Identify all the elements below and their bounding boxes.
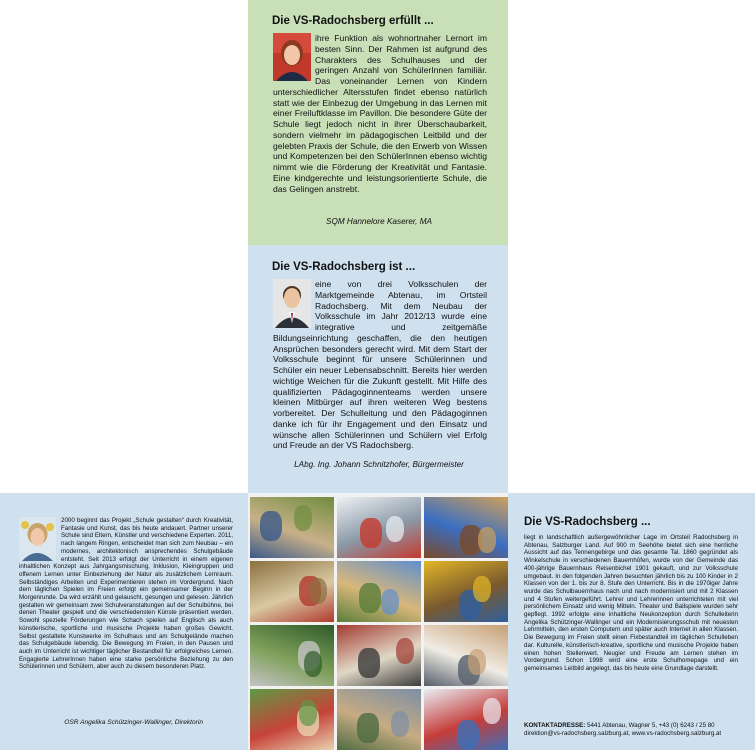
location-body bbox=[524, 534, 738, 673]
photo-kids-in-forest bbox=[250, 625, 334, 686]
blue-signature: LAbg. Ing. Johann Schnitzhofer, Bürgermeister bbox=[294, 460, 464, 469]
photo-school-building bbox=[337, 561, 421, 622]
photo-collage bbox=[248, 493, 508, 750]
photo-stage-performance bbox=[337, 625, 421, 686]
contact-address: 5441 Abtenau, Wagner 5, +43 (0) 6243 / 25 80 bbox=[587, 722, 715, 729]
photo-children-on-grass bbox=[250, 689, 334, 750]
photo-sunflowers-globe bbox=[424, 561, 508, 622]
contact-block bbox=[524, 722, 744, 737]
portrait-director-photo bbox=[19, 517, 56, 561]
photo-class-group bbox=[424, 625, 508, 686]
blue-text: eine von drei Volksschulen der Marktgemeinde Abtenau, im Ortsteil Radochsberg. Mit dem Neubau der Volksschule im Jahr 2012/13 wurde eine integrative und zeitgemäße Bildungseinrichtung geschaffen, die den heutigen Ansprüchen besonders gerecht wird. Mit dem Start der Volksschule beginnt für unsere Schülerinnen und Schüler ein neuer Lebensabschnitt. Bereits hier werden wichtige Weichen für die Zukunft gestellt. Mit Hilfe des qualifizierten Pädagoginnenteams werden unsere kleinen Mitbürger auf ihren weiteren Weg bestens vorbereitet. Der Schulleitung und den Pädagoginnen danke ich für ihr Engagement und den Einsatz und wünsche allen Schülerinnen und Schülern viel Erfolg und Freude an der VS Radochsberg. bbox=[273, 279, 487, 451]
blue-heading: Die VS-Radochsberg ist ... bbox=[272, 261, 416, 273]
history-signature: OSR Angelika Schützinger-Wallinger, Direktorin bbox=[64, 719, 203, 726]
contact-label: KONTAKTADRESSE: bbox=[524, 722, 586, 729]
blue-body bbox=[273, 279, 487, 451]
contact-email-web: direktion@vs-radochsberg.salzburg.at, www.vs-radochsberg.salzburg.at bbox=[524, 729, 722, 737]
history-panel bbox=[0, 493, 248, 750]
green-signature: SQM Hannelore Kaserer, MA bbox=[325, 217, 433, 226]
portrait-woman-photo bbox=[273, 33, 311, 81]
history-body bbox=[19, 517, 233, 671]
photo-board-game bbox=[250, 561, 334, 622]
location-heading: Die VS-Radochsberg ... bbox=[524, 516, 651, 528]
photo-kids-indoor-mat bbox=[424, 497, 508, 558]
history-text: 2000 beginnt das Projekt „Schule gestalten“ durch Kreativität, Fantasie und Kunst, das bis heute andauert. Partner unserer Schule sind Eltern, Künstler und verschiedene Experten. 2011, nach langem Ringen, entscheidet man sich zum Neubau – ein modernes, architektonisch ansprechendes Schulgebäude entsteht. Seit 2013 erfolgt der Unterricht in einem eigenen inhaltlichen Konzept aus Jahrgangsmischung, Inklusion, Kleingruppen und offenem Lernen unter Einbeziehung der Natur als zusätzlichem Lernraum. Selbständiges Arbeiten und Experimentieren stehen im Vordergrund. Nach dem täglichen Spielen im Freien erfolgt ein gemeinsamer Beginn in der Morgenrunde. Da wird erzählt und gelauscht, gesungen und gelesen. Jährlich gestalten wir gemeinsam zwei Schulveranstaltungen auf der Schulbühne, bei denen Theater gespielt und die verschiedensten Künste präsentiert werden. Sowohl spezielle Förderungen wie Schach spielen auf Englisch als auch künstlerische, sportliche und musische Projekte haben großes Gewicht. Selbst gestaltete Kunstwerke im Schulhaus und am Schulgelände machen das Schulgebäude lebendig. Die Bewegung im Freien, in den Pausen und auch im Unterricht ist wichtiger täglicher Bestandteil für erfolgreiches Lernen. Engagierte LehrerInnen haben eine starke persönliche Beziehung zu den Schülerinnen und Schülern, aber auch zu diesem besonderen Platz. bbox=[19, 517, 233, 671]
portrait-mayor-photo bbox=[273, 279, 311, 328]
green-heading: Die VS-Radochsberg erfüllt ... bbox=[272, 15, 434, 27]
photo-boys-soccer bbox=[250, 497, 334, 558]
intro-blue-panel bbox=[248, 245, 508, 493]
green-body bbox=[273, 33, 487, 194]
photo-painted-stones bbox=[337, 689, 421, 750]
green-text: ihre Funktion als wohnortnaher Lernort im besten Sinn. Der Rahmen ist aufgrund des Charakters des Schulhauses und der geringen Anzahl von SchülerInnen familiär. Das voneinander Lernen von Kindern unterschiedlicher Altersstufen findet ebenso natürlich statt wie der Einbezug der Umgebung in das Lernen mit einer Freiluftklasse im Pavillon. Die besondere Güte der Schule liegt jedoch nicht in ihrer Überschaubarkeit, sondern vielmehr im pädagogischen Leitbild und der gelebten Praxis der Schule, die den Erwerb von Wissen und Kompetenzen bei den SchülerInnen ebenso wichtig nimmt wie die Förderung der Kreativität und Fantasie. Eine kindgerechte und leistungsorientierte Schule, die das Gelingen anstrebt. bbox=[273, 33, 487, 194]
location-text: liegt in landschaftlich außergewöhnlicher Lage im Ortsteil Radochsberg in Abtenau, Salzburger Land. Auf 900 m Seehöhe bietet sich eine herrliche Aussicht auf das Tennengebirge und das gesamte Tal. 1860 gegründet als Winkelschule in verschiedenen Bauernhöfen, wurde von der Gemeinde das 400-jährige Bauernhaus Reisenbichel 1901 gekauft, und zur Volksschule umgebaut. In den folgenden Jahren besuchten jährlich bis zu 100 Kinder in 2 Klassen von der 1. bis zur 8. Stufe den Unterricht. Bis in die 1970iger Jahre wurde das Schulbauernhaus nach und nach modernisiert und mit 2 Klassen und 4 Stufen weitergeführt. Lehrer und Lehrerinnen unterrichteten mit viel persönlichem Einsatz und wenig Mitteln. Theater und Ballspiele wurden sehr gepflegt. 1992 erfolgte eine inhaltliche Neukonzeption durch Schulleiterin Angelika Schützinger-Wallinger und ein Modernisierungsschub mit neuesten Lehrmitteln, den ersten Computern und später auch Internet in allen Klassen. Die Bewegung im Freien stellt einen Fixbestandteil im täglichen Schulleben dar. Kulturelle, künstlerisch-kreative, sportliche und musische Projekte haben einen hohen Stellenwert. Neugier und Freude am Lernen stehen im Vordergrund. Schon 1998 wird eine erste Schulhomepage und ein gemeinsames Leitbild angelegt, das bis heute eine Grundlage darstellt. bbox=[524, 534, 738, 672]
intro-green-panel bbox=[248, 0, 508, 245]
photo-snow-playground bbox=[337, 497, 421, 558]
photo-ski-group bbox=[424, 689, 508, 750]
location-panel bbox=[508, 493, 755, 750]
